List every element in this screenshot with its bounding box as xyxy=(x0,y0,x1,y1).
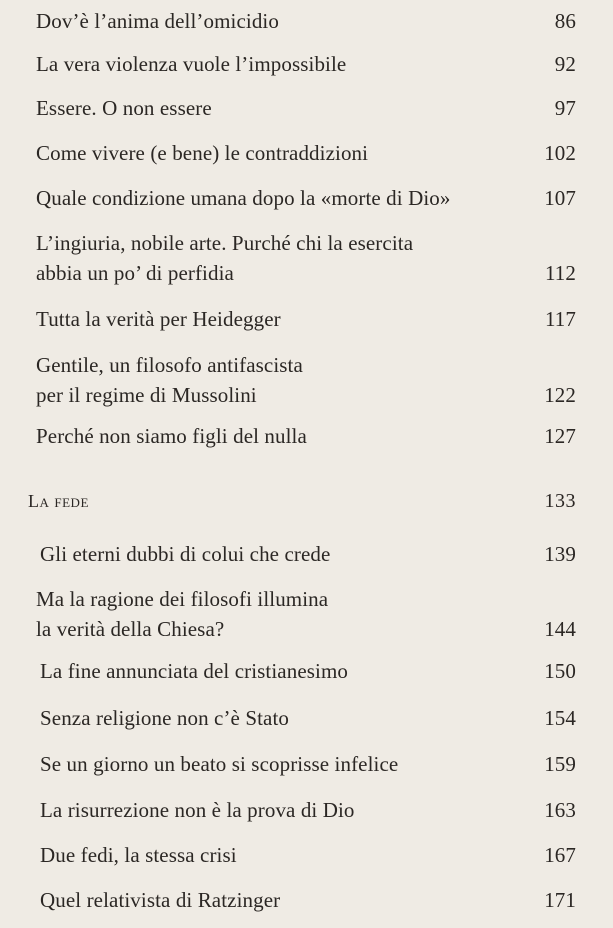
toc-entry-title: Dov’è l’anima dell’omicidio xyxy=(36,9,279,33)
toc-entry-title: Gentile, un filosofo antifascista per il regime di Mussolini xyxy=(36,353,303,407)
toc-entry-page: 167 xyxy=(544,843,576,867)
toc-entry-title: La fine annunciata del cristianesimo xyxy=(40,659,348,683)
toc-section-page: 133 xyxy=(544,490,576,512)
toc-entry xyxy=(40,795,576,825)
toc-entry-page: 117 xyxy=(544,307,576,331)
toc-entry xyxy=(36,138,576,168)
toc-entry-page: 122 xyxy=(544,383,576,407)
toc-entry xyxy=(36,93,576,123)
toc-entry-title: Quel relativista di Ratzinger xyxy=(40,888,281,912)
toc-entry-title: Ma la ragione dei filosofi illumina la verità della Chiesa? xyxy=(36,587,329,641)
toc-entry-title: Come vivere (e bene) le contraddizioni xyxy=(36,141,369,165)
toc-entry xyxy=(40,749,576,779)
toc-entry xyxy=(36,584,576,644)
toc-entry xyxy=(36,350,576,410)
toc-entry-page: 127 xyxy=(544,424,576,448)
toc-entry-page: 107 xyxy=(544,186,576,210)
toc-entry-title: Se un giorno un beato si scoprisse infelice xyxy=(40,752,399,776)
toc-entry-page: 139 xyxy=(544,542,576,566)
toc-entry-title: Senza religione non c’è Stato xyxy=(40,706,289,730)
toc-entry xyxy=(40,656,576,686)
toc-entry-title: Due fedi, la stessa crisi xyxy=(40,843,237,867)
toc-entry xyxy=(36,49,576,79)
toc-entry xyxy=(36,6,576,36)
toc-entry xyxy=(40,885,576,915)
toc-entry-page: 112 xyxy=(544,261,576,285)
toc-entry-title: Perché non siamo figli del nulla xyxy=(36,424,307,448)
toc-entry-page: 150 xyxy=(544,659,576,683)
toc-entry-page: 86 xyxy=(554,9,576,33)
toc-entry-title: Quale condizione umana dopo la «morte di Dio» xyxy=(36,186,451,210)
toc-entry xyxy=(36,228,576,288)
toc-entry-title: La risurrezione non è la prova di Dio xyxy=(40,798,355,822)
toc-entry xyxy=(36,421,576,451)
toc-entry-title: L’ingiuria, nobile arte. Purché chi la esercita abbia un po’ di perfidia xyxy=(36,231,414,285)
toc-entry-title: Tutta la verità per Heidegger xyxy=(36,307,281,331)
toc-entry-page: 92 xyxy=(554,52,576,76)
toc-entry xyxy=(40,840,576,870)
toc-section-title: La fede xyxy=(28,491,89,511)
toc-entry xyxy=(36,183,576,213)
toc-entry-page: 163 xyxy=(544,798,576,822)
toc-entry-page: 97 xyxy=(554,96,576,120)
toc-entry-page: 154 xyxy=(544,706,576,730)
toc-entry-page: 171 xyxy=(544,888,576,912)
toc-entry-title: La vera violenza vuole l’impossibile xyxy=(36,52,347,76)
toc-entry-title: Essere. O non essere xyxy=(36,96,212,120)
toc-section-heading xyxy=(28,488,576,514)
toc-entry-page: 102 xyxy=(544,141,576,165)
toc-entry xyxy=(36,304,576,334)
toc-entry xyxy=(40,539,576,569)
toc-entry xyxy=(40,703,576,733)
toc-entry-page: 159 xyxy=(544,752,576,776)
toc-entry-page: 144 xyxy=(544,617,576,641)
toc-entry-title: Gli eterni dubbi di colui che crede xyxy=(40,542,331,566)
